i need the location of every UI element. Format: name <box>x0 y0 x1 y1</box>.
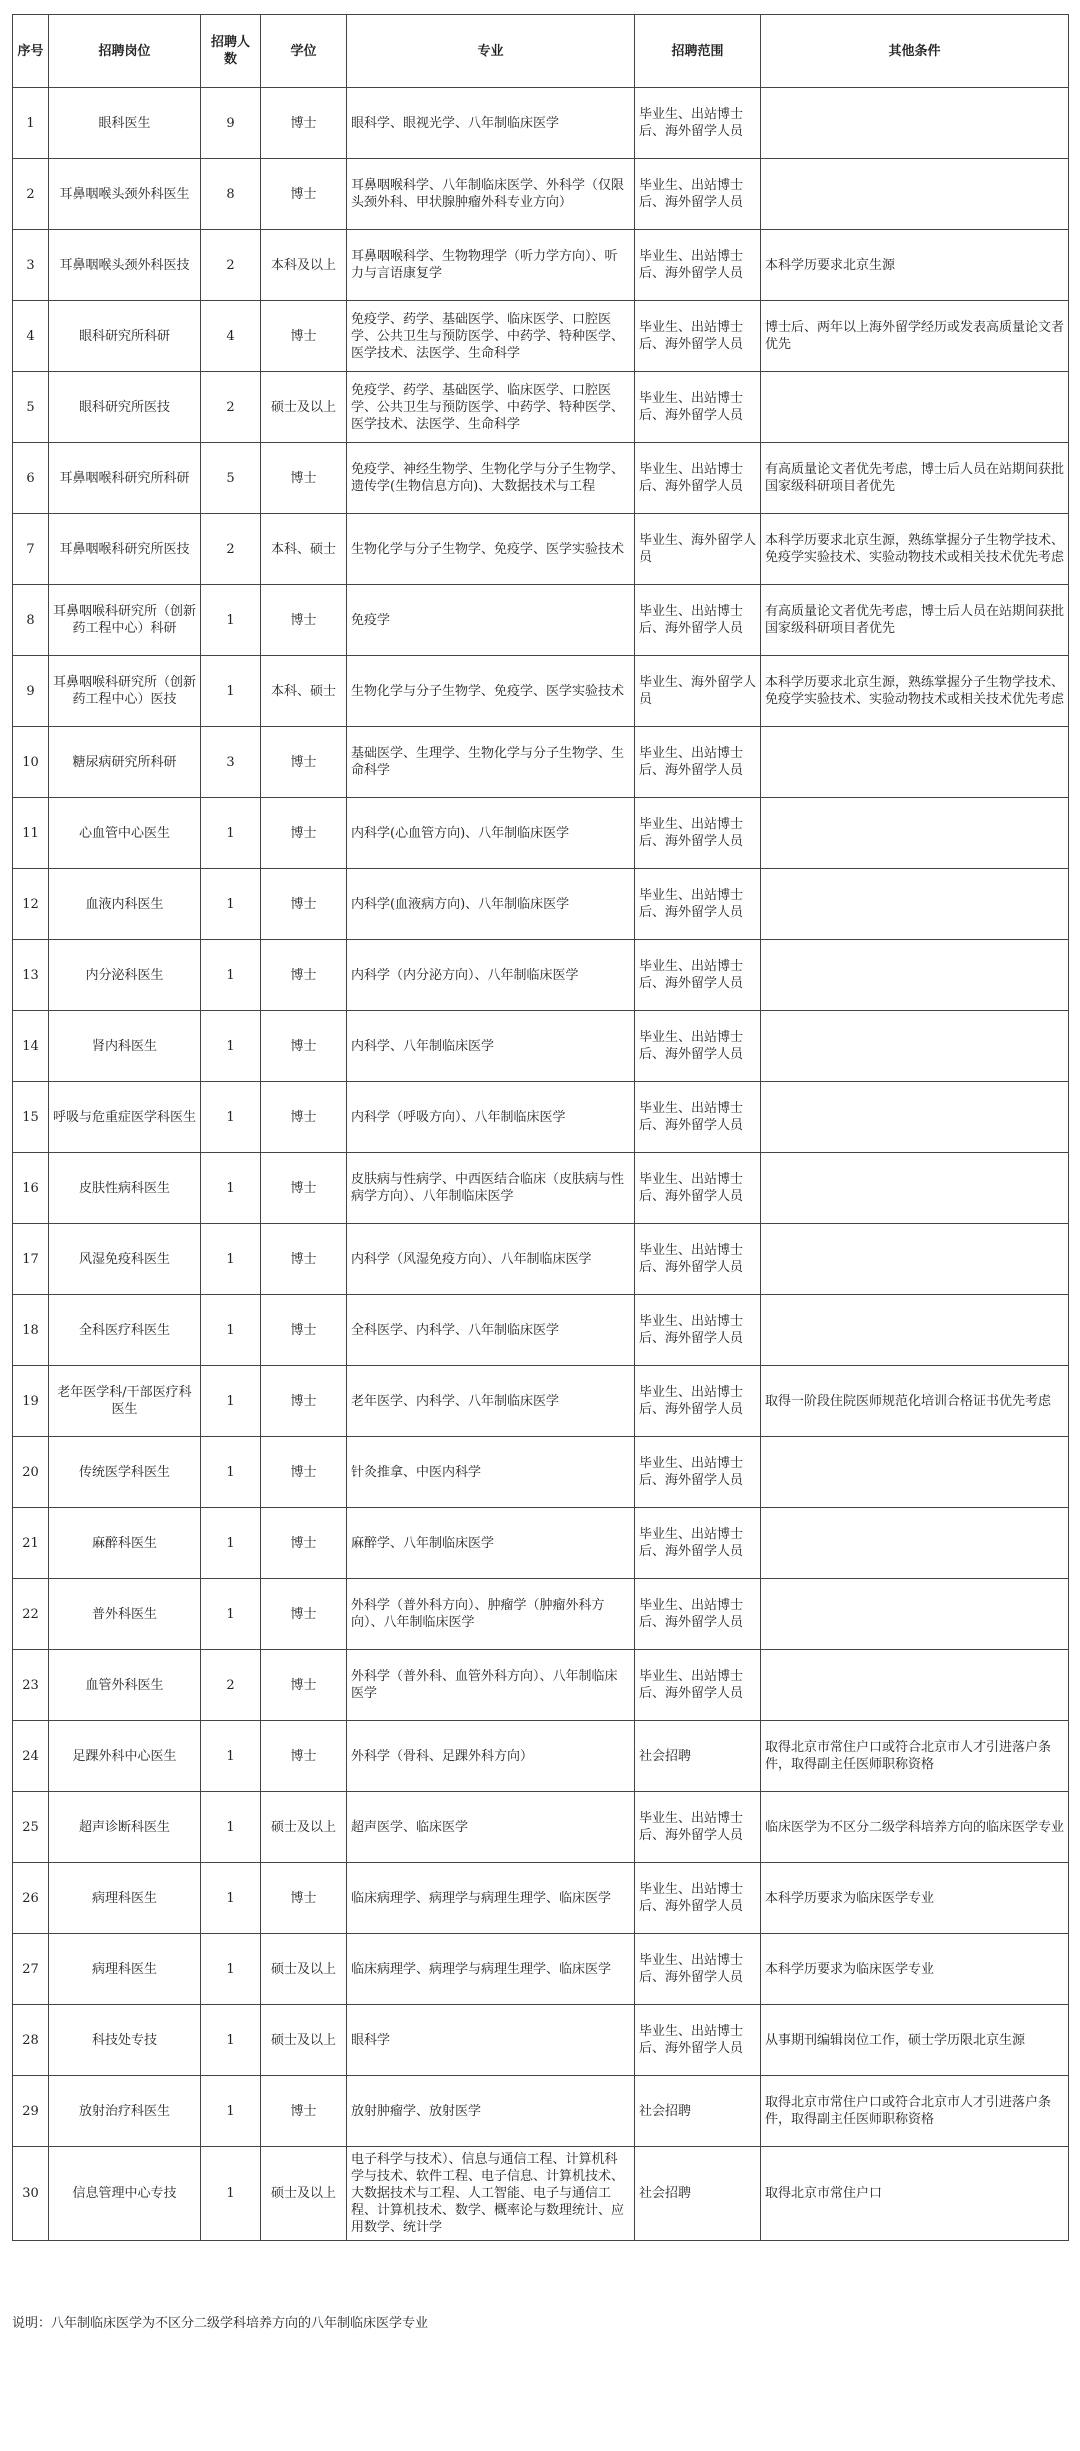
cell-other: 取得北京市常住户口或符合北京市人才引进落户条件，取得副主任医师职称资格 <box>761 1721 1069 1792</box>
cell-post: 耳鼻咽喉科研究所科研 <box>49 443 201 514</box>
cell-other <box>761 1437 1069 1508</box>
cell-count: 1 <box>201 940 261 1011</box>
cell-no: 16 <box>13 1153 49 1224</box>
table-row <box>13 2147 1069 2241</box>
cell-no: 20 <box>13 1437 49 1508</box>
header-scope: 招聘范围 <box>635 15 761 88</box>
cell-other: 有高质量论文者优先考虑，博士后人员在站期间获批国家级科研项目者优先 <box>761 443 1069 514</box>
cell-count: 5 <box>201 443 261 514</box>
table-row <box>13 372 1069 443</box>
table-row <box>13 585 1069 656</box>
cell-scope: 毕业生、出站博士后、海外留学人员 <box>635 1437 761 1508</box>
cell-major: 耳鼻咽喉科学、生物物理学（听力学方向）、听力与言语康复学 <box>347 230 635 301</box>
cell-count: 1 <box>201 585 261 656</box>
cell-count: 1 <box>201 1153 261 1224</box>
cell-count: 1 <box>201 656 261 727</box>
cell-post: 呼吸与危重症医学科医生 <box>49 1082 201 1153</box>
cell-major: 外科学（普外科、血管外科方向）、八年制临床医学 <box>347 1650 635 1721</box>
cell-no: 30 <box>13 2147 49 2241</box>
cell-other <box>761 869 1069 940</box>
cell-post: 眼科研究所科研 <box>49 301 201 372</box>
table-row <box>13 1579 1069 1650</box>
cell-major: 耳鼻咽喉科学、八年制临床医学、外科学（仅限头颈外科、甲状腺肿瘤外科专业方向） <box>347 159 635 230</box>
cell-degree: 博士 <box>261 1082 347 1153</box>
cell-scope: 毕业生、出站博士后、海外留学人员 <box>635 1863 761 1934</box>
cell-scope: 毕业生、出站博士后、海外留学人员 <box>635 940 761 1011</box>
cell-post: 病理科医生 <box>49 1863 201 1934</box>
cell-no: 7 <box>13 514 49 585</box>
cell-post: 糖尿病研究所科研 <box>49 727 201 798</box>
table-row <box>13 869 1069 940</box>
table-row <box>13 1863 1069 1934</box>
cell-no: 3 <box>13 230 49 301</box>
cell-scope: 毕业生、出站博士后、海外留学人员 <box>635 585 761 656</box>
cell-no: 26 <box>13 1863 49 1934</box>
cell-major: 内科学(心血管方向)、八年制临床医学 <box>347 798 635 869</box>
cell-degree: 博士 <box>261 1721 347 1792</box>
cell-scope: 毕业生、出站博士后、海外留学人员 <box>635 1153 761 1224</box>
table-row <box>13 1934 1069 2005</box>
cell-count: 1 <box>201 1934 261 2005</box>
cell-count: 2 <box>201 372 261 443</box>
cell-degree: 博士 <box>261 1437 347 1508</box>
cell-count: 1 <box>201 869 261 940</box>
cell-scope: 毕业生、出站博士后、海外留学人员 <box>635 1579 761 1650</box>
cell-scope: 毕业生、出站博士后、海外留学人员 <box>635 1650 761 1721</box>
cell-no: 25 <box>13 1792 49 1863</box>
cell-post: 老年医学科/干部医疗科医生 <box>49 1366 201 1437</box>
cell-count: 1 <box>201 1863 261 1934</box>
cell-scope: 毕业生、海外留学人员 <box>635 656 761 727</box>
cell-no: 24 <box>13 1721 49 1792</box>
header-major: 专业 <box>347 15 635 88</box>
cell-major: 基础医学、生理学、生物化学与分子生物学、生命科学 <box>347 727 635 798</box>
cell-other <box>761 1295 1069 1366</box>
cell-count: 2 <box>201 514 261 585</box>
cell-count: 1 <box>201 1366 261 1437</box>
table-row <box>13 656 1069 727</box>
recruitment-table-container <box>12 14 1068 2241</box>
cell-other: 本科学历要求北京生源 <box>761 230 1069 301</box>
cell-post: 血液内科医生 <box>49 869 201 940</box>
cell-major: 眼科学、眼视光学、八年制临床医学 <box>347 88 635 159</box>
cell-no: 5 <box>13 372 49 443</box>
cell-degree: 博士 <box>261 727 347 798</box>
cell-no: 29 <box>13 2076 49 2147</box>
table-row <box>13 1650 1069 1721</box>
recruitment-table <box>12 14 1069 2241</box>
cell-count: 1 <box>201 1437 261 1508</box>
cell-no: 13 <box>13 940 49 1011</box>
table-row <box>13 1224 1069 1295</box>
cell-other: 本科学历要求北京生源，熟练掌握分子生物学技术、免疫学实验技术、实验动物技术或相关技术优先考虑 <box>761 514 1069 585</box>
cell-post: 肾内科医生 <box>49 1011 201 1082</box>
table-row <box>13 2076 1069 2147</box>
cell-other: 有高质量论文者优先考虑，博士后人员在站期间获批国家级科研项目者优先 <box>761 585 1069 656</box>
cell-scope: 社会招聘 <box>635 2076 761 2147</box>
cell-major: 电子科学与技术）、信息与通信工程、计算机科学与技术、软件工程、电子信息、计算机技术、大数据技术与工程、人工智能、电子与通信工程、计算机技术、数学、概率论与数理统计、应用数学、统计学 <box>347 2147 635 2241</box>
cell-no: 21 <box>13 1508 49 1579</box>
cell-post: 传统医学科医生 <box>49 1437 201 1508</box>
cell-count: 3 <box>201 727 261 798</box>
cell-other: 本科学历要求为临床医学专业 <box>761 1863 1069 1934</box>
cell-other <box>761 727 1069 798</box>
cell-major: 临床病理学、病理学与病理生理学、临床医学 <box>347 1934 635 2005</box>
cell-count: 1 <box>201 798 261 869</box>
cell-degree: 本科、硕士 <box>261 514 347 585</box>
cell-no: 19 <box>13 1366 49 1437</box>
header-post: 招聘岗位 <box>49 15 201 88</box>
cell-degree: 博士 <box>261 301 347 372</box>
cell-no: 1 <box>13 88 49 159</box>
cell-major: 全科医学、内科学、八年制临床医学 <box>347 1295 635 1366</box>
cell-post: 病理科医生 <box>49 1934 201 2005</box>
cell-degree: 博士 <box>261 585 347 656</box>
table-row <box>13 1295 1069 1366</box>
cell-count: 2 <box>201 230 261 301</box>
cell-no: 18 <box>13 1295 49 1366</box>
table-row <box>13 1792 1069 1863</box>
cell-scope: 毕业生、出站博士后、海外留学人员 <box>635 1224 761 1295</box>
cell-major: 免疫学 <box>347 585 635 656</box>
cell-no: 27 <box>13 1934 49 2005</box>
cell-major: 内科学、八年制临床医学 <box>347 1011 635 1082</box>
cell-scope: 毕业生、出站博士后、海外留学人员 <box>635 88 761 159</box>
cell-scope: 毕业生、出站博士后、海外留学人员 <box>635 1508 761 1579</box>
cell-other <box>761 88 1069 159</box>
cell-degree: 博士 <box>261 869 347 940</box>
header-other: 其他条件 <box>761 15 1069 88</box>
cell-scope: 毕业生、出站博士后、海外留学人员 <box>635 301 761 372</box>
cell-post: 放射治疗科医生 <box>49 2076 201 2147</box>
cell-post: 心血管中心医生 <box>49 798 201 869</box>
cell-other <box>761 1011 1069 1082</box>
cell-other <box>761 1508 1069 1579</box>
cell-other <box>761 159 1069 230</box>
cell-degree: 博士 <box>261 1295 347 1366</box>
cell-scope: 毕业生、出站博士后、海外留学人员 <box>635 1082 761 1153</box>
cell-other: 取得北京市常住户口或符合北京市人才引进落户条件，取得副主任医师职称资格 <box>761 2076 1069 2147</box>
table-row <box>13 88 1069 159</box>
cell-degree: 博士 <box>261 88 347 159</box>
cell-other: 本科学历要求北京生源，熟练掌握分子生物学技术、免疫学实验技术、实验动物技术或相关技术优先考虑 <box>761 656 1069 727</box>
cell-degree: 博士 <box>261 1366 347 1437</box>
cell-post: 血管外科医生 <box>49 1650 201 1721</box>
cell-no: 23 <box>13 1650 49 1721</box>
cell-scope: 毕业生、海外留学人员 <box>635 514 761 585</box>
cell-no: 17 <box>13 1224 49 1295</box>
cell-major: 内科学（风湿免疫方向）、八年制临床医学 <box>347 1224 635 1295</box>
cell-count: 1 <box>201 1082 261 1153</box>
cell-count: 1 <box>201 2147 261 2241</box>
cell-other: 博士后、两年以上海外留学经历或发表高质量论文者优先 <box>761 301 1069 372</box>
cell-no: 12 <box>13 869 49 940</box>
cell-count: 8 <box>201 159 261 230</box>
cell-scope: 毕业生、出站博士后、海外留学人员 <box>635 869 761 940</box>
cell-no: 11 <box>13 798 49 869</box>
cell-count: 1 <box>201 1295 261 1366</box>
cell-no: 15 <box>13 1082 49 1153</box>
cell-major: 外科学（骨科、足踝外科方向） <box>347 1721 635 1792</box>
cell-count: 1 <box>201 2005 261 2076</box>
cell-degree: 博士 <box>261 940 347 1011</box>
cell-scope: 毕业生、出站博士后、海外留学人员 <box>635 230 761 301</box>
table-row <box>13 727 1069 798</box>
cell-post: 足踝外科中心医生 <box>49 1721 201 1792</box>
cell-degree: 硕士及以上 <box>261 372 347 443</box>
cell-degree: 博士 <box>261 2076 347 2147</box>
cell-post: 耳鼻咽喉头颈外科医生 <box>49 159 201 230</box>
cell-count: 1 <box>201 1011 261 1082</box>
table-row <box>13 1011 1069 1082</box>
cell-scope: 毕业生、出站博士后、海外留学人员 <box>635 1366 761 1437</box>
table-row <box>13 301 1069 372</box>
cell-scope: 社会招聘 <box>635 2147 761 2241</box>
cell-no: 8 <box>13 585 49 656</box>
cell-scope: 毕业生、出站博士后、海外留学人员 <box>635 1295 761 1366</box>
cell-scope: 毕业生、出站博士后、海外留学人员 <box>635 727 761 798</box>
cell-post: 耳鼻咽喉科研究所（创新药工程中心）科研 <box>49 585 201 656</box>
table-row <box>13 1153 1069 1224</box>
cell-degree: 博士 <box>261 1011 347 1082</box>
cell-post: 麻醉科医生 <box>49 1508 201 1579</box>
cell-major: 临床病理学、病理学与病理生理学、临床医学 <box>347 1863 635 1934</box>
table-row <box>13 940 1069 1011</box>
table-row <box>13 1366 1069 1437</box>
cell-no: 22 <box>13 1579 49 1650</box>
cell-post: 耳鼻咽喉科研究所医技 <box>49 514 201 585</box>
cell-other <box>761 1082 1069 1153</box>
cell-major: 针灸推拿、中医内科学 <box>347 1437 635 1508</box>
cell-scope: 毕业生、出站博士后、海外留学人员 <box>635 159 761 230</box>
cell-other <box>761 1153 1069 1224</box>
cell-post: 超声诊断科医生 <box>49 1792 201 1863</box>
cell-scope: 毕业生、出站博士后、海外留学人员 <box>635 1792 761 1863</box>
cell-scope: 毕业生、出站博士后、海外留学人员 <box>635 1934 761 2005</box>
cell-other: 取得一阶段住院医师规范化培训合格证书优先考虑 <box>761 1366 1069 1437</box>
cell-count: 1 <box>201 1792 261 1863</box>
cell-degree: 博士 <box>261 1579 347 1650</box>
cell-degree: 博士 <box>261 159 347 230</box>
cell-post: 皮肤性病科医生 <box>49 1153 201 1224</box>
cell-major: 免疫学、神经生物学、生物化学与分子生物学、遗传学(生物信息方向)、大数据技术与工程 <box>347 443 635 514</box>
footnote: 说明：八年制临床医学为不区分二级学科培养方向的八年制临床医学专业 <box>12 2316 429 2331</box>
cell-count: 4 <box>201 301 261 372</box>
cell-other <box>761 1579 1069 1650</box>
cell-post: 风湿免疫科医生 <box>49 1224 201 1295</box>
cell-count: 1 <box>201 1508 261 1579</box>
cell-degree: 博士 <box>261 443 347 514</box>
cell-other: 取得北京市常住户口 <box>761 2147 1069 2241</box>
cell-no: 4 <box>13 301 49 372</box>
table-row <box>13 159 1069 230</box>
cell-no: 14 <box>13 1011 49 1082</box>
cell-other <box>761 940 1069 1011</box>
cell-other: 从事期刊编辑岗位工作，硕士学历限北京生源 <box>761 2005 1069 2076</box>
cell-post: 眼科研究所医技 <box>49 372 201 443</box>
cell-other: 本科学历要求为临床医学专业 <box>761 1934 1069 2005</box>
cell-other <box>761 1224 1069 1295</box>
table-row <box>13 230 1069 301</box>
cell-major: 麻醉学、八年制临床医学 <box>347 1508 635 1579</box>
cell-other: 临床医学为不区分二级学科培养方向的临床医学专业 <box>761 1792 1069 1863</box>
cell-degree: 硕士及以上 <box>261 2005 347 2076</box>
cell-degree: 硕士及以上 <box>261 2147 347 2241</box>
cell-count: 1 <box>201 1579 261 1650</box>
cell-scope: 毕业生、出站博士后、海外留学人员 <box>635 372 761 443</box>
cell-major: 皮肤病与性病学、中西医结合临床（皮肤病与性病学方向）、八年制临床医学 <box>347 1153 635 1224</box>
cell-post: 全科医疗科医生 <box>49 1295 201 1366</box>
cell-no: 9 <box>13 656 49 727</box>
cell-no: 6 <box>13 443 49 514</box>
header-no: 序号 <box>13 15 49 88</box>
cell-degree: 博士 <box>261 1224 347 1295</box>
cell-scope: 毕业生、出站博士后、海外留学人员 <box>635 2005 761 2076</box>
table-row <box>13 1721 1069 1792</box>
cell-major: 生物化学与分子生物学、免疫学、医学实验技术 <box>347 656 635 727</box>
table-row <box>13 514 1069 585</box>
cell-degree: 本科、硕士 <box>261 656 347 727</box>
cell-major: 免疫学、药学、基础医学、临床医学、口腔医学、公共卫生与预防医学、中药学、特种医学、医学技术、法医学、生命科学 <box>347 301 635 372</box>
cell-no: 2 <box>13 159 49 230</box>
table-body <box>13 88 1069 2241</box>
cell-count: 1 <box>201 1224 261 1295</box>
cell-degree: 硕士及以上 <box>261 1934 347 2005</box>
cell-major: 眼科学 <box>347 2005 635 2076</box>
cell-post: 耳鼻咽喉头颈外科医技 <box>49 230 201 301</box>
cell-other <box>761 798 1069 869</box>
cell-major: 老年医学、内科学、八年制临床医学 <box>347 1366 635 1437</box>
cell-other <box>761 1650 1069 1721</box>
cell-scope: 毕业生、出站博士后、海外留学人员 <box>635 798 761 869</box>
table-header-row <box>13 15 1069 88</box>
table-row <box>13 2005 1069 2076</box>
cell-post: 内分泌科医生 <box>49 940 201 1011</box>
table-row <box>13 1082 1069 1153</box>
cell-degree: 博士 <box>261 1508 347 1579</box>
cell-count: 1 <box>201 1721 261 1792</box>
cell-post: 科技处专技 <box>49 2005 201 2076</box>
table-row <box>13 1508 1069 1579</box>
cell-major: 超声医学、临床医学 <box>347 1792 635 1863</box>
cell-no: 10 <box>13 727 49 798</box>
header-count: 招聘人数 <box>201 15 261 88</box>
table-row <box>13 798 1069 869</box>
cell-scope: 毕业生、出站博士后、海外留学人员 <box>635 443 761 514</box>
cell-major: 内科学(血液病方向)、八年制临床医学 <box>347 869 635 940</box>
cell-other <box>761 372 1069 443</box>
cell-major: 放射肿瘤学、放射医学 <box>347 2076 635 2147</box>
cell-degree: 博士 <box>261 1863 347 1934</box>
cell-degree: 博士 <box>261 798 347 869</box>
header-degree: 学位 <box>261 15 347 88</box>
cell-major: 内科学（内分泌方向）、八年制临床医学 <box>347 940 635 1011</box>
cell-degree: 硕士及以上 <box>261 1792 347 1863</box>
cell-post: 眼科医生 <box>49 88 201 159</box>
table-row <box>13 1437 1069 1508</box>
cell-major: 生物化学与分子生物学、免疫学、医学实验技术 <box>347 514 635 585</box>
cell-count: 1 <box>201 2076 261 2147</box>
cell-major: 外科学（普外科方向）、肿瘤学（肿瘤外科方向）、八年制临床医学 <box>347 1579 635 1650</box>
cell-major: 内科学（呼吸方向）、八年制临床医学 <box>347 1082 635 1153</box>
cell-degree: 博士 <box>261 1650 347 1721</box>
cell-major: 免疫学、药学、基础医学、临床医学、口腔医学、公共卫生与预防医学、中药学、特种医学、医学技术、法医学、生命科学 <box>347 372 635 443</box>
cell-count: 2 <box>201 1650 261 1721</box>
cell-count: 9 <box>201 88 261 159</box>
cell-post: 普外科医生 <box>49 1579 201 1650</box>
cell-scope: 毕业生、出站博士后、海外留学人员 <box>635 1011 761 1082</box>
cell-degree: 本科及以上 <box>261 230 347 301</box>
cell-scope: 社会招聘 <box>635 1721 761 1792</box>
cell-no: 28 <box>13 2005 49 2076</box>
cell-degree: 博士 <box>261 1153 347 1224</box>
cell-post: 耳鼻咽喉科研究所（创新药工程中心）医技 <box>49 656 201 727</box>
table-row <box>13 443 1069 514</box>
cell-post: 信息管理中心专技 <box>49 2147 201 2241</box>
